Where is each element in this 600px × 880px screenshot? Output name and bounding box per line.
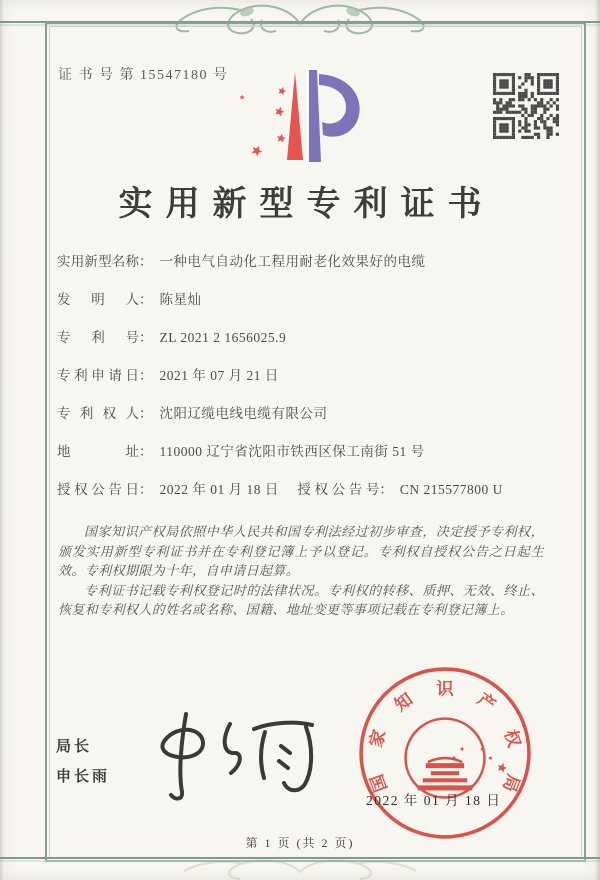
certificate-fields: [57, 252, 545, 518]
field-value: CN 215577800 U: [399, 482, 503, 497]
seal-date: 2022 年 01 月 18 日: [366, 793, 502, 808]
legal-paragraph-1: 国家知识产权局依照中华人民共和国专利法经过初步审查，决定授予专利权，颁发实用新型专利证书并在专利登记簿上予以登记。专利权自授权公告之日起生效。专利权期限为十年，自申请日起算。: [58, 524, 544, 578]
field-row-grant: [57, 480, 545, 500]
field-label: 授权公告日: [57, 482, 139, 497]
field-row-filing-date: [57, 366, 545, 386]
field-row-utility-name: [57, 252, 545, 272]
field-colon: ：: [139, 444, 153, 459]
seal-national-emblem: [406, 719, 509, 798]
field-label: 专利号: [57, 330, 139, 345]
scan-edge-shadow-left: [0, 0, 4, 880]
field-label: 专利权人: [57, 406, 139, 421]
field-row-patentee: [57, 404, 545, 424]
field-label: 地址: [57, 444, 139, 459]
signer-title: 局长: [56, 738, 93, 755]
svg-text:国: 国: [367, 771, 391, 795]
field-row-address: [57, 442, 545, 462]
bottom-ornament: [0, 852, 600, 880]
scan-edge-shadow-right: [595, 0, 600, 880]
svg-text:产: 产: [473, 689, 499, 716]
field-colon: ：: [379, 482, 393, 497]
svg-text:局: 局: [499, 771, 523, 795]
svg-text:权: 权: [500, 727, 524, 750]
certificate-number: 证 书 号 第 15547180 号: [58, 68, 229, 83]
field-value: 一种电气自动化工程用耐老化效果好的电缆: [159, 254, 426, 269]
field-colon: ：: [139, 292, 153, 307]
signer-block: [56, 732, 110, 792]
legal-text-block: [58, 522, 544, 620]
qr-code: [493, 73, 559, 139]
seal-ring-text: [365, 679, 525, 794]
field-colon: ：: [139, 254, 153, 269]
svg-text:识: 识: [436, 679, 454, 699]
field-value: ZL 2021 2 1656025.9: [159, 330, 287, 345]
svg-text:家: 家: [366, 727, 390, 750]
grant-date-pair: [57, 480, 294, 500]
field-colon: ：: [139, 482, 153, 497]
field-colon: ：: [139, 368, 153, 383]
cnipa-logo-icon: [233, 60, 367, 166]
grant-number-pair: [297, 482, 503, 497]
field-value: 沈阳辽缆电线电缆有限公司: [159, 406, 328, 421]
signer-name: 申长雨: [56, 768, 111, 785]
field-value: 110000 辽宁省沈阳市铁西区保工南街 51 号: [159, 444, 425, 459]
page-footer: 第 1 页 (共 2 页): [245, 836, 355, 850]
field-colon: ：: [139, 406, 153, 421]
field-value: 陈星灿: [159, 292, 202, 307]
field-row-inventor: [57, 290, 545, 310]
field-label: 发明人: [57, 292, 139, 307]
official-seal: [355, 663, 535, 843]
field-label: 授权公告号: [297, 482, 380, 497]
field-value: 2022 年 01 月 18 日: [159, 482, 279, 497]
legal-paragraph-2: 专利证书记载专利权登记时的法律状况。专利权的转移、质押、无效、终止、恢复和专利权人的姓名或名称、国籍、地址变更等事项记载在专利登记簿上。: [58, 582, 544, 617]
certificate-title: 实用新型专利证书: [118, 186, 495, 223]
field-colon: ：: [139, 330, 153, 345]
svg-text:知: 知: [391, 689, 417, 716]
field-row-patent-number: [57, 328, 545, 348]
field-label: 实用新型名称: [57, 254, 139, 269]
field-label: 专利申请日: [57, 368, 139, 383]
handwritten-signature: [148, 698, 333, 810]
field-value: 2021 年 07 月 21 日: [159, 368, 279, 383]
